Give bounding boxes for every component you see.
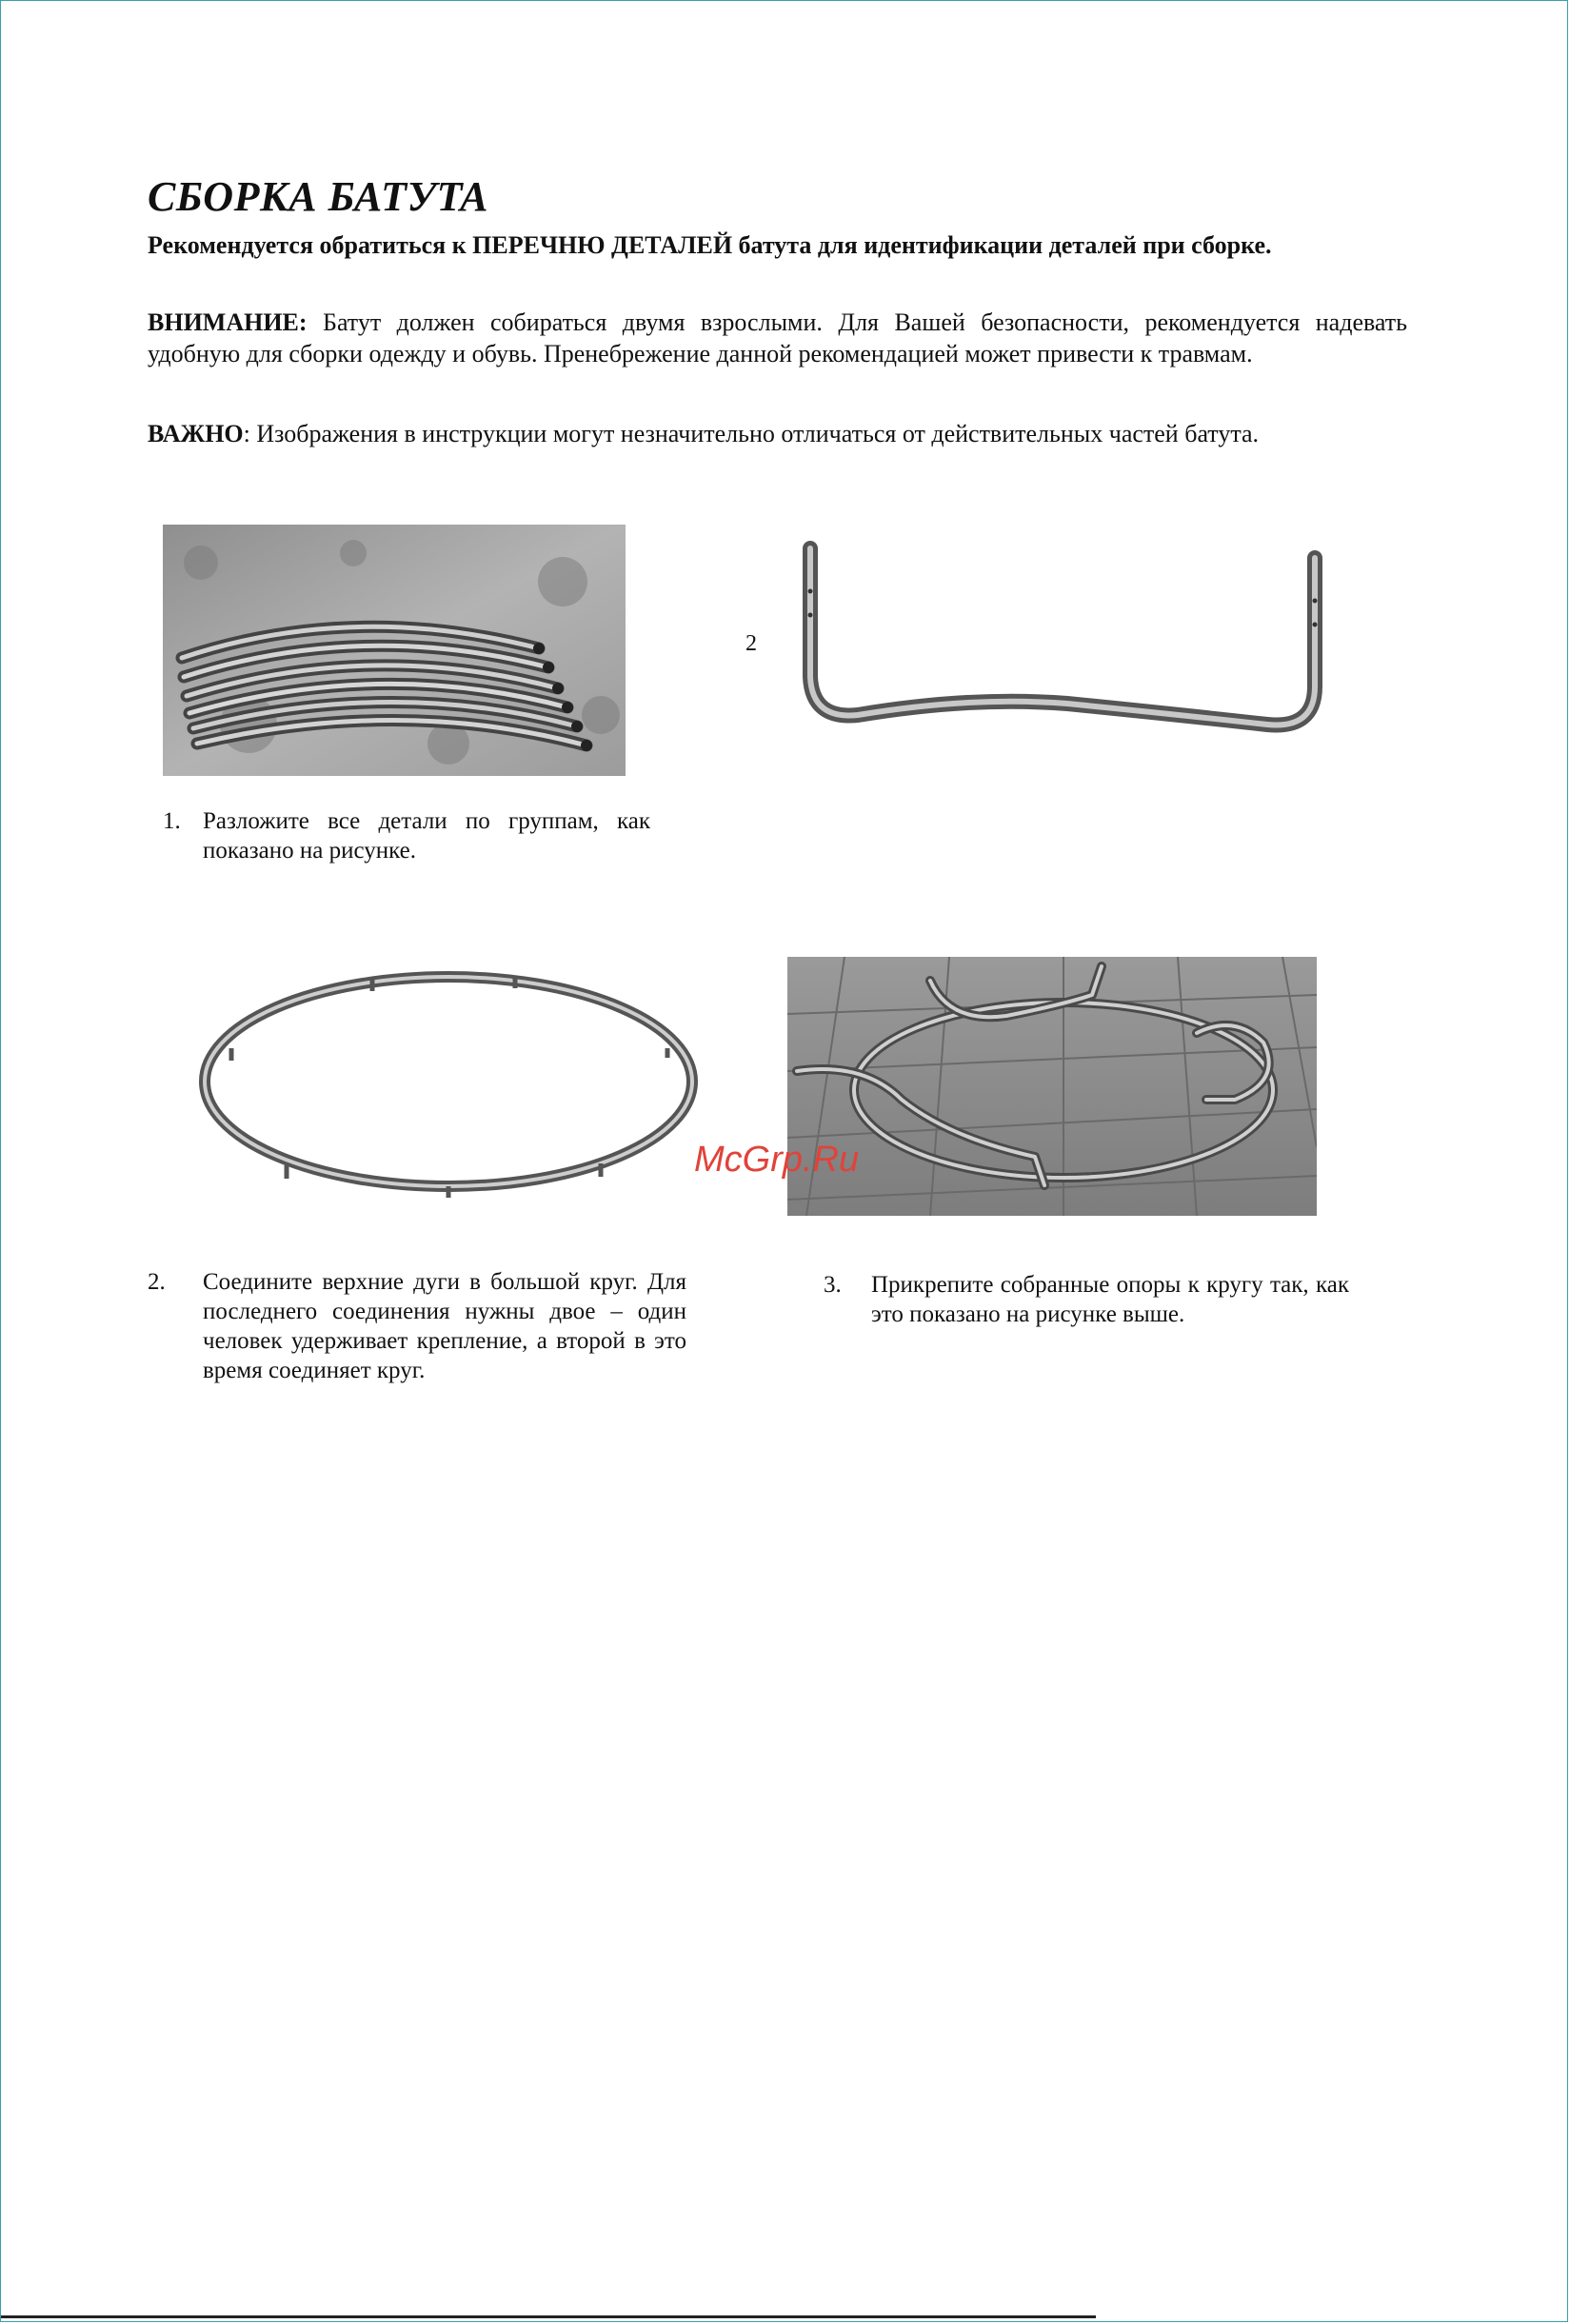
intro-paragraph: Рекомендуется обратиться к ПЕРЕЧНЮ ДЕТАЛЕЙ батута для идентификации деталей при сборке. xyxy=(148,231,1272,259)
important-text: : Изображения в инструкции могут незначительно отличаться от действительных частей батута. xyxy=(243,420,1260,447)
attention-label: ВНИМАНИЕ: xyxy=(148,308,308,336)
step-3-caption xyxy=(824,1270,1349,1365)
step-2-caption xyxy=(148,1267,686,1420)
attention-paragraph xyxy=(148,307,1407,369)
step-number: 1. xyxy=(163,808,181,834)
u-support-photo xyxy=(782,534,1343,753)
important-label: ВАЖНО xyxy=(148,420,244,447)
figure-label: 2 xyxy=(745,631,757,656)
step-number: 2. xyxy=(148,1269,166,1295)
step-text: Прикрепите собранные опоры к кругу так, как это показано на рисунке выше. xyxy=(871,1272,1349,1327)
step-1-caption xyxy=(163,806,677,867)
curved-tubes-photo xyxy=(163,525,626,776)
page-title: СБОРКА БАТУТА xyxy=(148,173,489,220)
footer-rule xyxy=(1,2315,1096,2318)
important-paragraph xyxy=(148,418,1407,449)
step-number: 3. xyxy=(824,1272,842,1298)
watermark: McGrp.Ru xyxy=(694,1140,860,1180)
step-text: Соедините верхние дуги в большой круг. Для последнего соединения нужны двое – один человек удерживает крепление, а второй в это время соединяет круг. xyxy=(203,1269,686,1383)
step-text: Разложите все детали по группам, как показано на рисунке. xyxy=(203,808,650,864)
frame-with-supports-photo xyxy=(787,957,1317,1216)
frame-ring-photo xyxy=(191,958,706,1229)
attention-text: Батут должен собираться двумя взрослыми. Для Вашей безопасности, рекомендуется надевать удобную для сборки одежду и обувь. Пренебрежение данной рекомендацией может привести к травмам. xyxy=(148,308,1407,367)
